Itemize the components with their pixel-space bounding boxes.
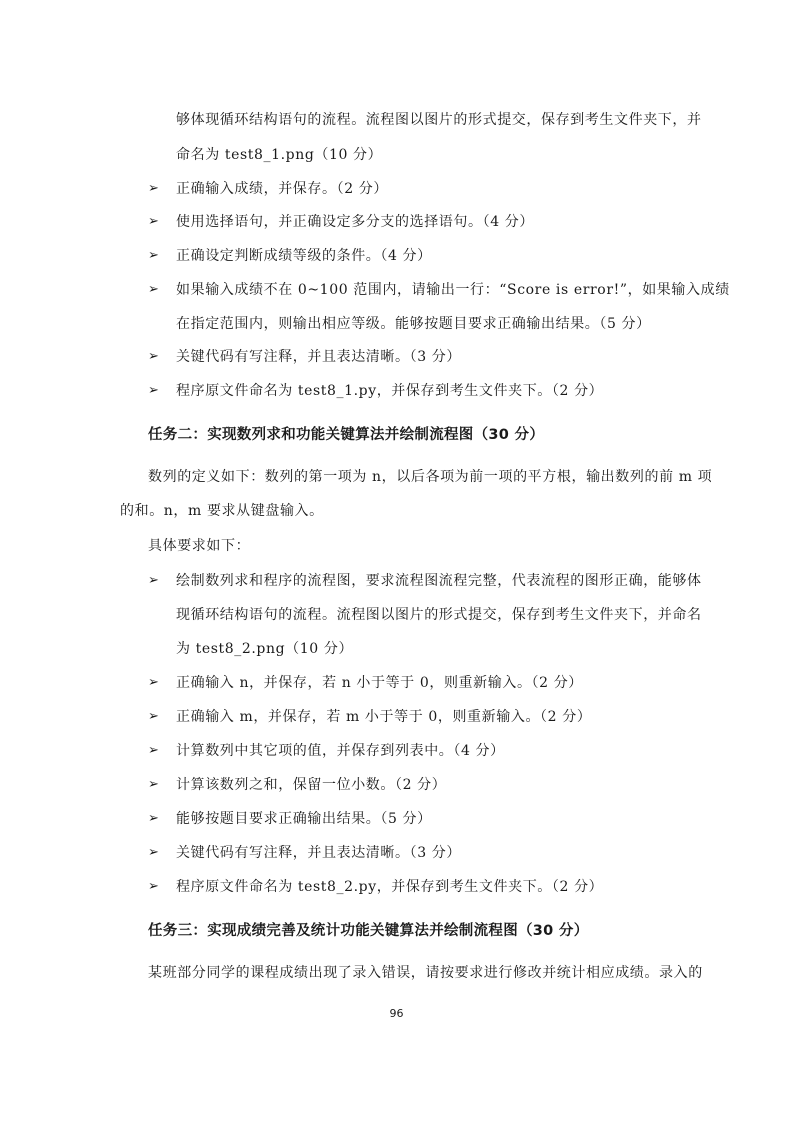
intro-line-2: 命名为 test8_1.png（10 分）	[176, 147, 383, 163]
bullet-arrow-icon: ➢	[148, 349, 159, 364]
page-number: 96	[389, 1007, 404, 1020]
list-item: 程序原文件命名为 test8_2.py，并保存到考生文件夹下。（2 分）	[176, 879, 604, 895]
bullet-arrow-icon: ➢	[148, 282, 159, 297]
bullet-arrow-icon: ➢	[148, 181, 159, 196]
task2-desc-line-1: 数列的定义如下：数列的第一项为 n，以后各项为前一项的平方根，输出数列的前 m 项	[148, 469, 713, 485]
task2-desc-line-2: 的和。n，m 要求从键盘输入。	[120, 503, 324, 519]
intro-line-1: 够体现循环结构语句的流程。流程图以图片的形式提交，保存到考生文件夹下，并	[176, 112, 702, 128]
list-item: 关键代码有写注释，并且表达清晰。（3 分）	[176, 349, 461, 365]
bullet-arrow-icon: ➢	[148, 879, 159, 894]
bullet-arrow-icon: ➢	[148, 383, 159, 398]
list-item-continuation: 为 test8_2.png（10 分）	[176, 641, 354, 657]
list-item: 计算该数列之和，保留一位小数。（2 分）	[176, 777, 447, 793]
bullet-arrow-icon: ➢	[148, 743, 159, 758]
bullet-arrow-icon: ➢	[148, 845, 159, 860]
bullet-arrow-icon: ➢	[148, 248, 159, 263]
task2-heading: 任务二：实现数列求和功能关键算法并绘制流程图（30 分）	[148, 427, 545, 443]
bullet-arrow-icon: ➢	[148, 709, 159, 724]
list-item: 正确输入 m，并保存，若 m 小于等于 0，则重新输入。（2 分）	[176, 709, 592, 725]
list-item: 能够按题目要求正确输出结果。（5 分）	[176, 811, 432, 827]
bullet-arrow-icon: ➢	[148, 811, 159, 826]
list-item: 如果输入成绩不在 0~100 范围内，请输出一行：“Score is error!”，如果输入成绩	[176, 282, 730, 298]
list-item: 计算数列中其它项的值，并保存到列表中。（4 分）	[176, 743, 505, 759]
bullet-arrow-icon: ➢	[148, 777, 159, 792]
list-item-continuation: 在指定范围内，则输出相应等级。能够按题目要求正确输出结果。（5 分）	[176, 316, 651, 332]
list-item: 正确设定判断成绩等级的条件。（4 分）	[176, 248, 432, 264]
list-item: 正确输入 n，并保存，若 n 小于等于 0，则重新输入。（2 分）	[176, 675, 583, 691]
list-item: 绘制数列求和程序的流程图，要求流程图流程完整，代表流程的图形正确，能够体	[176, 573, 702, 589]
list-item: 使用选择语句，并正确设定多分支的选择语句。（4 分）	[176, 214, 534, 230]
task3-desc-line-1: 某班部分同学的课程成绩出现了录入错误，请按要求进行修改并统计相应成绩。录入的	[148, 965, 703, 981]
bullet-arrow-icon: ➢	[148, 573, 159, 588]
bullet-arrow-icon: ➢	[148, 675, 159, 690]
list-item: 关键代码有写注释，并且表达清晰。（3 分）	[176, 845, 461, 861]
list-item-continuation: 现循环结构语句的流程。流程图以图片的形式提交，保存到考生文件夹下，并命名	[176, 607, 702, 623]
list-item: 正确输入成绩，并保存。（2 分）	[176, 181, 388, 197]
task2-requirements-label: 具体要求如下：	[148, 538, 251, 554]
list-item: 程序原文件命名为 test8_1.py，并保存到考生文件夹下。（2 分）	[176, 383, 604, 399]
task3-heading: 任务三：实现成绩完善及统计功能关键算法并绘制流程图（30 分）	[148, 923, 589, 939]
bullet-arrow-icon: ➢	[148, 214, 159, 229]
